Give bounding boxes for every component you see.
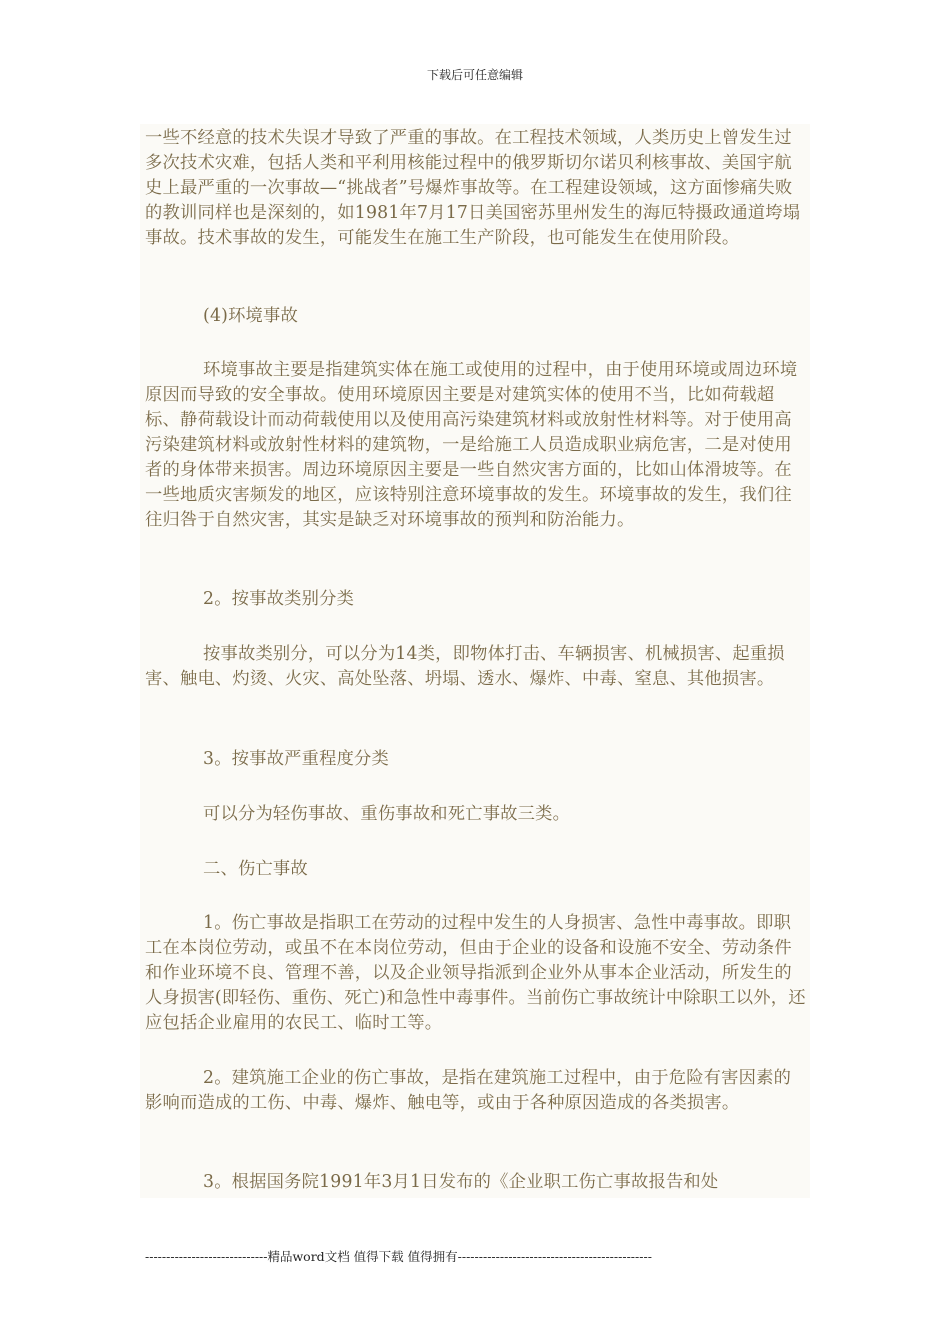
paragraph-environment-accident: 环境事故主要是指建筑实体在施工或使用的过程中，由于使用环境或周边环境原因而导致的安全事故。使用环境原因主要是对建筑实体的使用不当，比如荷载超标、静荷载设计而动荷载使用以及使用高污染建筑材料或放射性材料等。对于使用高污染建筑材料或放射性材料的建筑物，一是给施工人员造成职业病危害，二是对使用者的身体带来损害。周边环境原因主要是一些自然灾害方面的，比如山体滑坡等。在一些地质灾害频发的地区，应该特别注意环境事故的发生。环境事故的发生，我们往往归咎于自然灾害，其实是缺乏对环境事故的预判和防治能力。 [145,360,798,530]
heading-by-category: 2。按事故类别分类 [203,589,355,609]
section-heading-casualty-accidents: 二、伤亡事故 [203,859,308,879]
paragraph-by-category: 按事故类别分，可以分为14类，即物体打击、车辆损害、机械损害、起重损害、触电、灼烫、火灾、高处坠落、坍塌、透水、爆炸、中毒、窒息、其他损害。 [145,644,785,689]
paragraph-by-severity: 可以分为轻伤事故、重伤事故和死亡事故三类。 [203,804,571,824]
paragraph-state-council-regulation: 3。根据国务院1991年3月1日发布的《企业职工伤亡事故报告和处 [203,1172,719,1192]
page-footer: -----------------------------精品word文档 值得下载 值得拥有---------------------------------------------- [145,1249,652,1264]
paragraph-casualty-definition: 1。伤亡事故是指职工在劳动的过程中发生的人身损害、急性中毒事故。即职工在本岗位劳动，或虽不在本岗位劳动，但由于企业的设备和设施不安全、劳动条件和作业环境不良、管理不善，以及企业领导指派到企业外从事本企业活动，所发生的人身损害(即轻伤、重伤、死亡)和急性中毒事件。当前伤亡事故统计中除职工以外，还应包括企业雇用的农民工、临时工等。 [145,913,806,1033]
heading-environment-accident: (4)环境事故 [203,306,299,326]
page-header: 下载后可任意编辑 [426,68,523,82]
paragraph-technical-accidents: 一些不经意的技术失误才导致了严重的事故。在工程技术领域，人类历史上曾发生过多次技术灾难，包括人类和平利用核能过程中的俄罗斯切尔诺贝利核事故、美国宇航史上最严重的一次事故—“挑战者”号爆炸事故等。在工程建设领域，这方面惨痛失败的教训同样也是深刻的，如1981年7月17日美国密苏里州发生的海厄特摄政通道垮塌事故。技术事故的发生，可能发生在施工生产阶段，也可能发生在使用阶段。 [145,128,801,248]
document-body [140,124,810,1198]
paragraph-construction-casualty: 2。建筑施工企业的伤亡事故，是指在建筑施工过程中，由于危险有害因素的影响而造成的工伤、中毒、爆炸、触电等，或由于各种原因造成的各类损害。 [145,1068,792,1113]
heading-by-severity: 3。按事故严重程度分类 [203,749,390,769]
